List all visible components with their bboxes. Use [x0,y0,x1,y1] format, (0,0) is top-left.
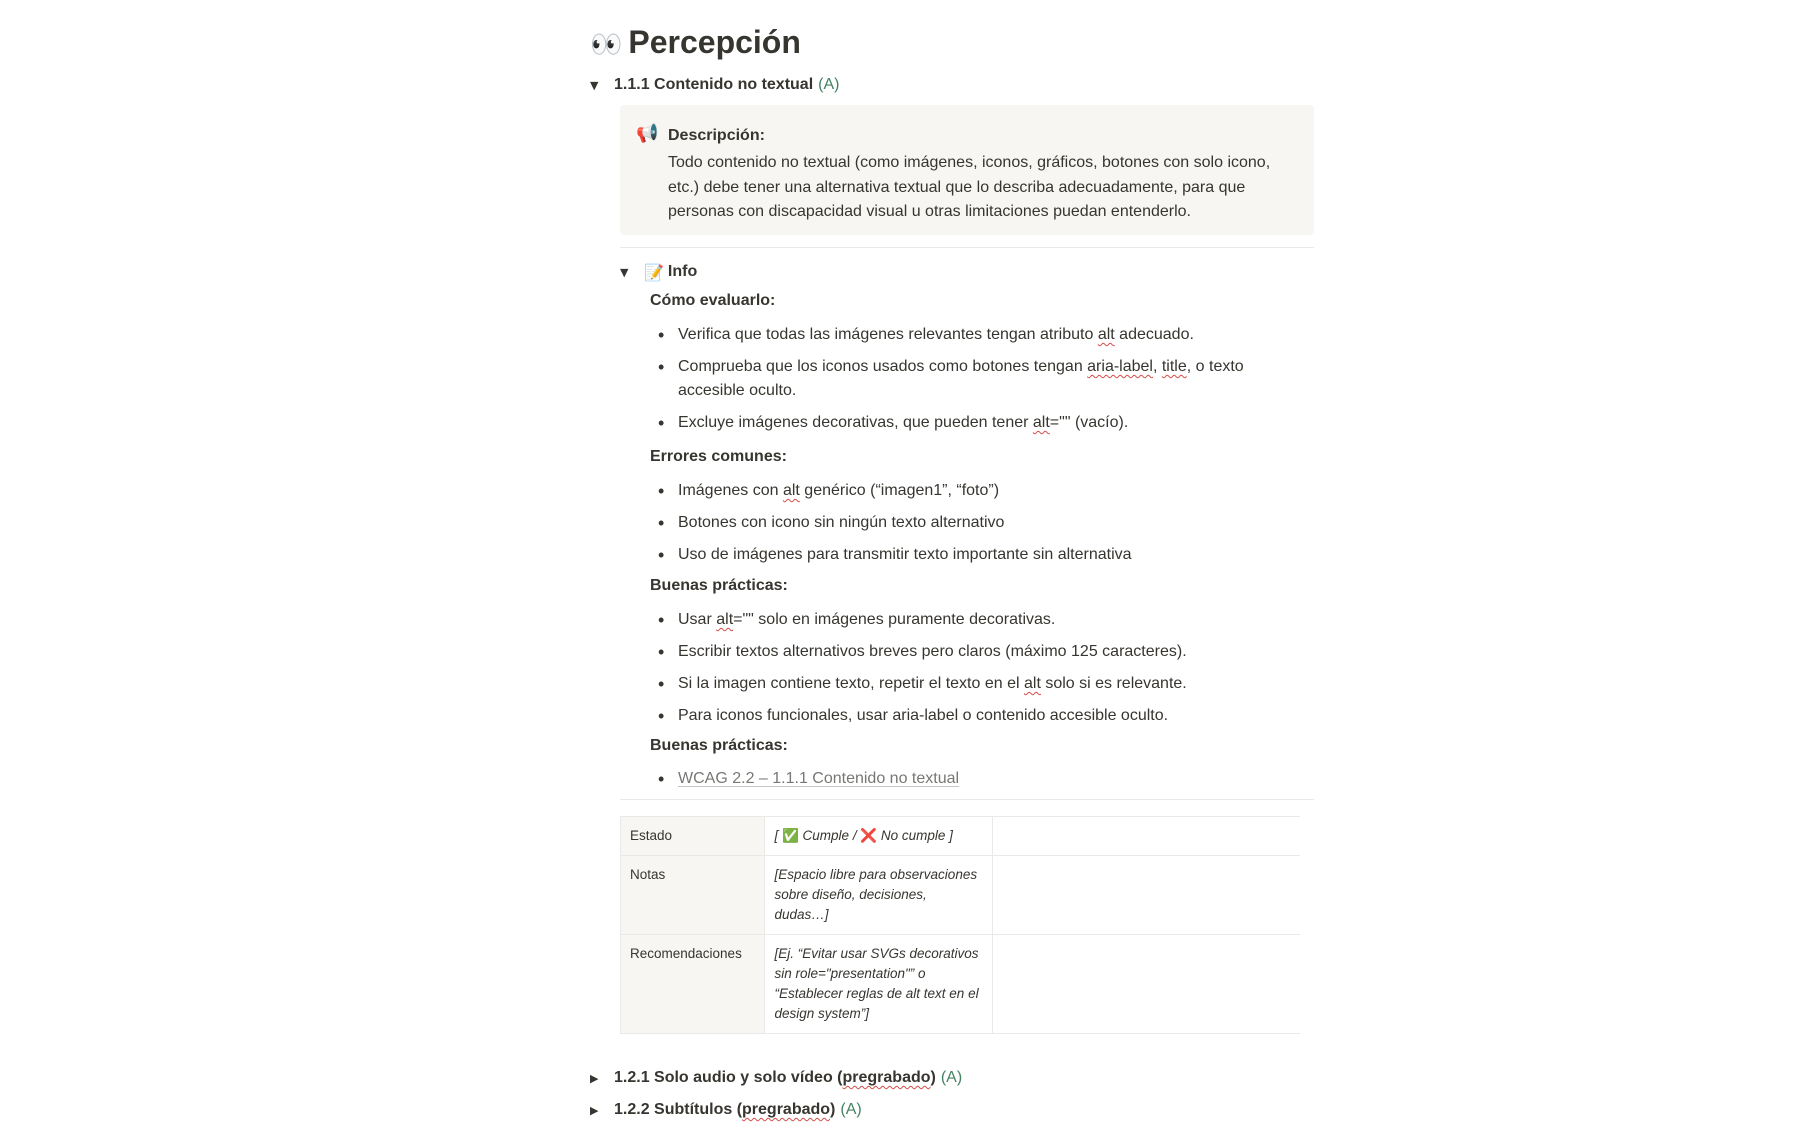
best-practices-heading: Buenas prácticas: [650,577,788,594]
list-item: • Para iconos funcionales, usar aria-label o contenido accesible oculto. [650,704,1290,728]
list-item: • Uso de imágenes para transmitir texto importante sin alternativa [650,543,1290,567]
toggle-info[interactable] [620,260,697,284]
list-item: • Excluye imágenes decorativas, que pueden tener alt="" (vacío). [650,411,1290,435]
wcag-link[interactable]: WCAG 2.2 – 1.1.1 Contenido no textual [678,770,960,787]
list-item: • Escribir textos alternativos breves pero claros (máximo 125 caracteres). [650,640,1290,664]
list-item: • Botones con icono sin ningún texto alternativo [650,511,1290,535]
evaluation-table [620,816,1300,1034]
how-to-evaluate-list [650,323,1290,443]
criterion-121-title: 1.2.1 Solo audio y solo vídeo (pregrabado) [614,1069,936,1086]
eyes-icon: 👀 [590,30,623,60]
criterion-111-title: 1.1.1 Contenido no textual [614,76,814,93]
table-row [621,817,1301,856]
megaphone-icon: 📢 [636,123,659,144]
callout-body: Todo contenido no textual (como imágenes, iconos, gráficos, botones con solo icono, etc.) debe tener una alternativa textual que lo describa adecuadamente, para que personas con discapacidad visual u otras limitaciones puedan entenderlo. [668,154,1271,220]
divider [620,247,1314,248]
callout-title: Descripción: [668,127,765,144]
criterion-122-level: (A) [840,1101,862,1118]
criterion-111-level: (A) [818,76,840,93]
list-item: • Usar alt="" solo en imágenes puramente decorativas. [650,608,1290,632]
list-item: • Comprueba que los iconos usados como botones tengan aria-label, title, o texto accesible oculto. [650,355,1290,403]
list-item: • Imágenes con alt genérico (“imagen1”, “foto”) [650,479,1290,503]
how-to-evaluate-heading: Cómo evaluarlo: [650,292,776,309]
page-title [590,20,801,67]
common-errors-list [650,479,1290,575]
table-row [621,856,1301,935]
description-callout [620,105,1314,235]
table-key: Notas [621,856,765,935]
toggle-criterion-121[interactable] [590,1066,962,1090]
divider [620,799,1314,800]
list-item [650,767,1290,791]
table-row [621,935,1301,1034]
info-label: Info [667,263,698,280]
caret-down-icon[interactable]: ▼ [620,265,629,279]
recommendations-cell[interactable]: [Ej. “Evitar usar SVGs decorativos sin role="presentation"” o “Establecer reglas de alt text en el design system”] [765,935,993,1034]
toggle-criterion-111[interactable] [590,73,839,97]
list-item: • Verifica que todas las imágenes relevantes tengan atributo alt adecuado. [650,323,1290,347]
table-key: Estado [621,817,765,856]
caret-right-icon[interactable]: ▶ [590,1103,599,1117]
criterion-121-level: (A) [940,1069,963,1086]
table-key: Recomendaciones [621,935,765,1034]
best-practices-list [650,608,1290,736]
status-cell[interactable]: [ ✅ Cumple / ❌ No cumple ] [765,817,993,856]
caret-right-icon[interactable]: ▶ [590,1071,599,1085]
notes-cell[interactable]: [Espacio libre para observaciones sobre diseño, decisiones, dudas…] [765,856,993,935]
cross-mark-icon: ❌ [860,828,878,844]
list-item: • Si la imagen contiene texto, repetir el texto en el alt solo si es relevante. [650,672,1290,696]
caret-down-icon[interactable]: ▼ [590,78,599,92]
toggle-criterion-122[interactable] [590,1098,862,1122]
common-errors-heading: Errores comunes: [650,448,787,465]
table-empty-cell[interactable] [993,817,1300,856]
check-mark-icon: ✅ [781,828,799,844]
references-heading: Buenas prácticas: [650,737,788,754]
table-empty-cell[interactable] [993,856,1300,935]
references-list [650,767,1290,799]
memo-icon: 📝 [644,262,664,282]
page-title-text: Percepción [628,24,801,60]
table-empty-cell[interactable] [993,935,1300,1034]
criterion-122-title: 1.2.2 Subtítulos (pregrabado) [614,1101,836,1118]
